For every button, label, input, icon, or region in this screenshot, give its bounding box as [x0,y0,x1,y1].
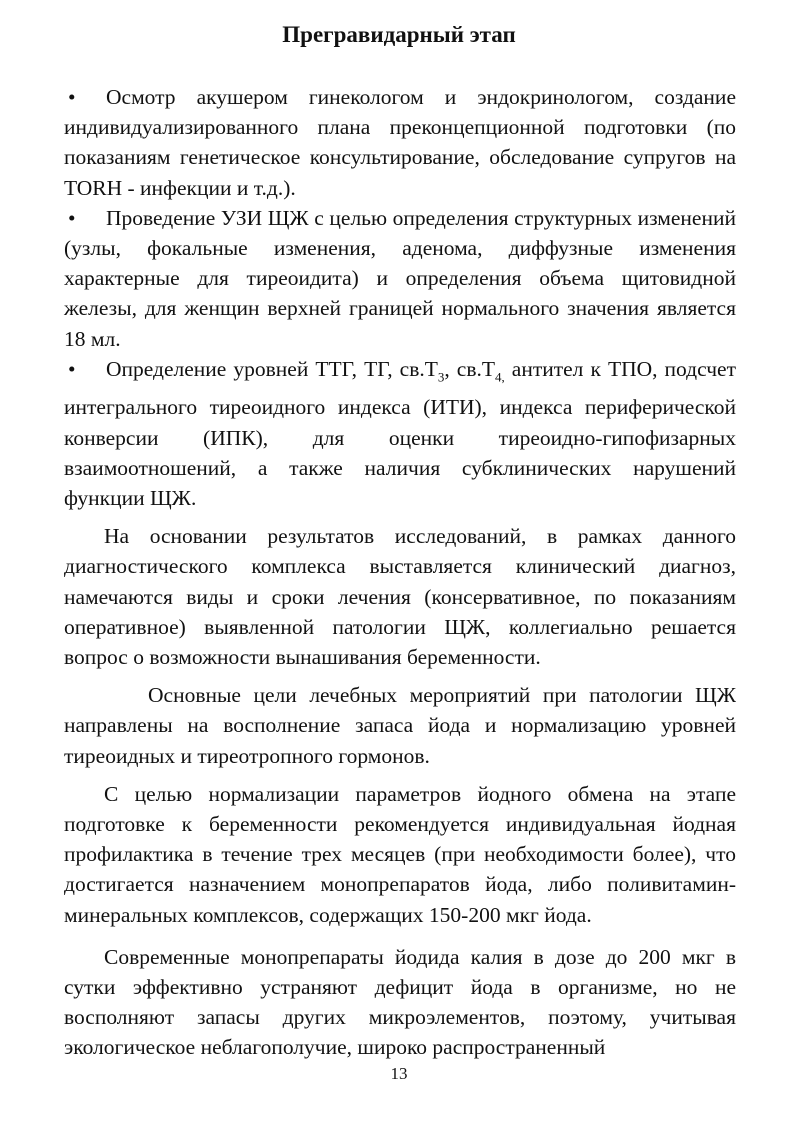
bullet-dot: • [68,356,76,381]
bullet-dot: • [68,205,76,230]
subscript-4: 4, [494,369,505,385]
bullet-text-start: Определение уровней ТТГ, ТГ, св.Т [106,356,438,381]
paragraph-iodine-prophylaxis: С целью нормализации параметров йодного обмена на этапе подготовке к беременности рекомендуется индивидуальная йодная профилактика в течение трех месяцев (при необходимости более), что достигается назначением монопрепаратов йода, либо поливитамин-минеральных комплексов, содержащих 150-200 мкг йода. [64,781,736,927]
bullet-text-end: антител к ТПО, подсчет интегрального тиреоидного индекса (ИТИ), индекса периферической конверсии (ИПК), для оценки тиреоидно-гипофизарных взаимоотношений, а также наличия субклинических нарушений функции ЩЖ. [64,356,736,510]
bullet-text-mid: , св.Т [444,356,495,381]
bullet-item-hormones [64,354,736,513]
subscript-3: 3 [437,369,445,385]
body-text [64,82,736,1063]
bullet-text: Осмотр акушером гинекологом и эндокринологом, создание индивидуализированного плана преконцепционной подготовки (по показаниям генетическое консультирование, обследование супругов на TORH - инфекции и т.д.). [64,85,736,200]
page-title: Прегравидарный этап [282,22,516,47]
page-number: 13 [390,1064,408,1083]
paragraph-monopreparations: Современные монопрепараты йодида калия в дозе до 200 мкг в сутки эффективно устраняют дефицит йода в организме, но не восполняют запасы других микроэлементов, поэтому, учитывая экологическое неблагополучие, широко распространенный [64,944,736,1060]
bullet-dot: • [68,85,76,109]
paragraph-goals: Основные цели лечебных мероприятий при патологии ЩЖ направлены на восполнение запаса йода и нормализацию уровней тиреоидных и тиреотропного гормонов. [64,683,736,768]
paragraph-diagnosis: На основании результатов исследований, в рамках данного диагностического комплекса выставляется клинический диагноз, намечаются виды и сроки лечения (консервативное, по показаниям оперативное) выявленной патологии ЩЖ, коллегиально решается вопрос о возможности вынашивания беременности. [64,524,736,669]
bullet-item-exam [64,82,736,203]
bullet-text: Проведение УЗИ ЩЖ с целью определения структурных изменений (узлы, фокальные изменения, аденома, диффузные изменения характерные для тиреоидита) и определения объема щитовидной железы, для женщин верхней границей нормального значения является 18 мл. [64,205,736,351]
bullet-item-ultrasound [64,203,736,354]
